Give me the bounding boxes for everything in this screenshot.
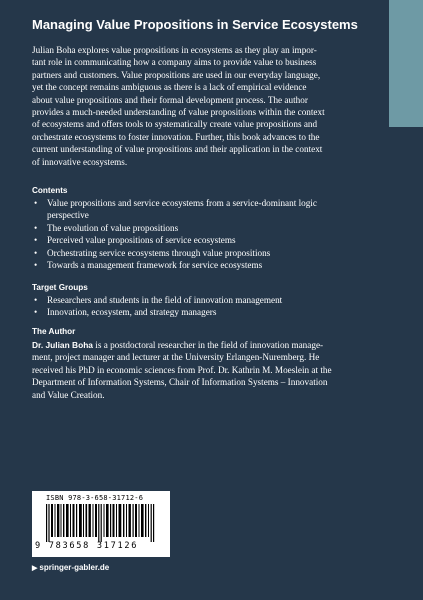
- target-groups-list: [32, 294, 372, 319]
- barcode: [32, 491, 170, 557]
- description-line: orchestrate ecosystems to foster innovation. Further, this book advances to the: [32, 131, 320, 142]
- book-description: [32, 44, 388, 168]
- description-line: tant role in communicating how a company aims to provide value to business: [32, 57, 317, 68]
- target-group-text: Researchers and students in the field of innovation management: [47, 295, 283, 305]
- description-line: Julian Boha explores value propositions in ecosystems as they play an impor-: [32, 45, 317, 55]
- contents-item: [32, 197, 372, 222]
- contents-heading: Contents: [32, 186, 68, 195]
- bullet-icon: •: [34, 295, 38, 305]
- contents-item-text: The evolution of value propositions: [47, 222, 179, 233]
- contents-list: [32, 197, 372, 271]
- description-line: of innovative ecosystems.: [32, 156, 128, 167]
- description-line: of ecosystems and offers tools to systematically create value propositions and: [32, 119, 318, 130]
- contents-item: [32, 247, 372, 259]
- contents-item-text: Towards a management framework for service ecosystems: [47, 260, 263, 271]
- accent-bar: [389, 0, 423, 127]
- description-line: current understanding of value propositions and their application in the context: [32, 144, 323, 155]
- bullet-icon: •: [34, 222, 38, 233]
- barcode-digits: 9 783658 317126: [35, 541, 139, 551]
- author-name: Dr. Julian Boha: [32, 340, 93, 350]
- bullet-icon: •: [34, 198, 38, 208]
- arrow-right-icon: ▶: [32, 565, 38, 572]
- description-line: about value propositions and their formal development process. The author: [32, 94, 308, 105]
- bullet-icon: •: [34, 307, 38, 318]
- author-bio-line: [32, 339, 388, 351]
- contents-item: [32, 234, 372, 246]
- target-group-item: [32, 294, 372, 306]
- target-groups-heading: Target Groups: [32, 283, 88, 292]
- barcode-bars: [46, 504, 158, 542]
- contents-item-text: Perceived value propositions of service ecosystems: [47, 235, 236, 246]
- contents-item: [32, 222, 372, 234]
- bullet-icon: •: [34, 260, 38, 271]
- contents-item-text: Value propositions and service ecosystems from a service-dominant logic: [47, 198, 317, 208]
- target-group-text: Innovation, ecosystem, and strategy managers: [47, 307, 217, 318]
- book-title: Managing Value Propositions in Service Ecosystems: [32, 17, 358, 32]
- isbn-label: ISBN 978-3-658-31712-6: [46, 494, 144, 502]
- author-bio: [32, 339, 388, 401]
- target-group-item: [32, 306, 372, 318]
- publisher-link[interactable]: [32, 563, 109, 572]
- bullet-icon: •: [34, 235, 38, 246]
- description-line: partners and customers. Value propositions are used in our everyday language,: [32, 69, 321, 80]
- author-bio-line: and Value Creation.: [32, 389, 105, 400]
- author-bio-line: Department of Information Systems, Chair of Information Systems – Innovation: [32, 377, 328, 388]
- bullet-icon: •: [34, 247, 38, 258]
- author-bio-line: received his PhD in economic sciences from Prof. Dr. Kathrin M. Moeslein at the: [32, 364, 332, 375]
- author-heading: The Author: [32, 327, 76, 336]
- description-line: yet the concept remains ambiguous as there is a lack of empirical evidence: [32, 82, 307, 93]
- contents-item: [32, 259, 372, 271]
- author-bio-line: ment, project manager and lecturer at the University Erlangen-Nuremberg. He: [32, 352, 320, 363]
- author-bio-text: is a postdoctoral researcher in the field of innovation manage-: [92, 340, 324, 350]
- contents-item-text: Orchestrating service ecosystems through value propositions: [47, 247, 271, 258]
- publisher-url: springer-gabler.de: [39, 563, 110, 572]
- description-line: provides a much-needed understanding of value propositions within the context: [32, 107, 325, 118]
- contents-item-text-continued: perspective: [47, 210, 89, 221]
